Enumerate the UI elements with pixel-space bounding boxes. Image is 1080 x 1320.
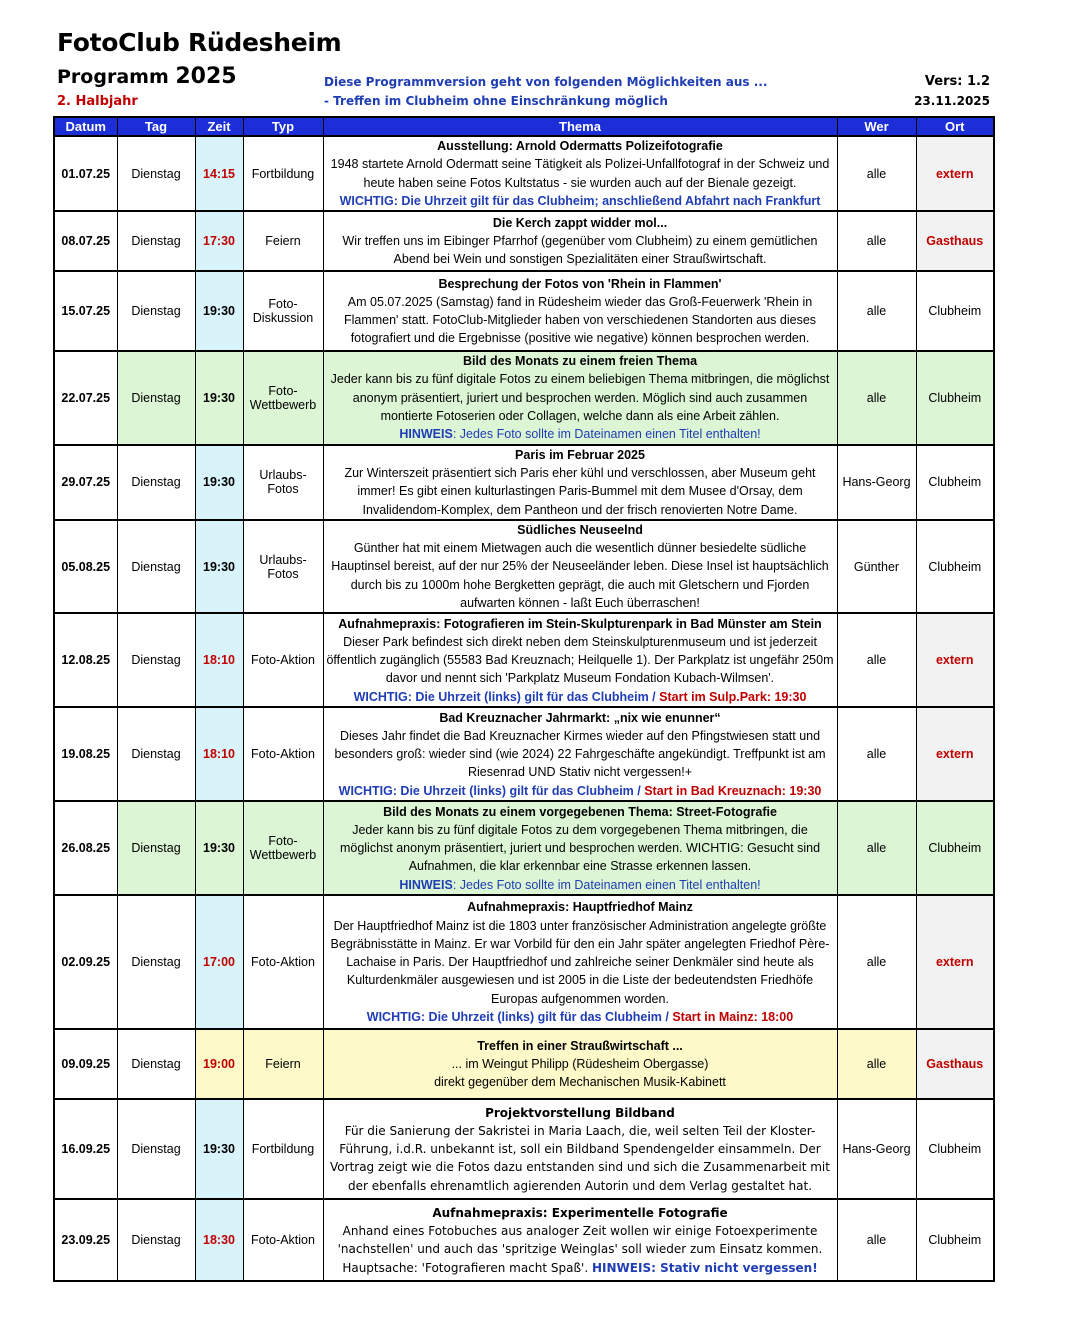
cell-ort: extern	[916, 136, 994, 211]
event-note	[326, 1008, 835, 1026]
cell-zeit: 19:00	[195, 1029, 243, 1099]
cell-datum: 19.08.25	[54, 707, 117, 801]
cell-typ: Feiern	[243, 211, 323, 271]
cell-tag: Dienstag	[117, 613, 195, 707]
cell-zeit: 18:30	[195, 1199, 243, 1281]
hinweis-label: HINWEIS	[399, 877, 453, 892]
col-zeit: Zeit	[195, 117, 243, 136]
event-title: Südliches Neuseelnd	[517, 522, 643, 537]
cell-wer: Hans-Georg	[837, 1099, 916, 1199]
col-tag: Tag	[117, 117, 195, 136]
cell-wer: alle	[837, 1199, 916, 1281]
note-start: Start in Bad Kreuznach: 19:30	[644, 783, 822, 798]
cell-datum: 05.08.25	[54, 520, 117, 613]
cell-datum: 01.07.25	[54, 136, 117, 211]
cell-zeit: 17:00	[195, 895, 243, 1029]
table-row	[54, 1199, 994, 1281]
event-note	[326, 688, 835, 706]
cell-zeit: 19:30	[195, 1099, 243, 1199]
event-title: Aufnahmepraxis: Fotografieren im Stein-Skulpturenpark in Bad Münster am Stein	[338, 616, 822, 631]
cell-ort: Gasthaus	[916, 1029, 994, 1099]
cell-typ: Urlaubs-Fotos	[243, 520, 323, 613]
cell-ort: Clubheim	[916, 520, 994, 613]
event-desc: Dieses Jahr findet die Bad Kreuznacher Kirmes wieder auf den Pfingstwiesen statt und besonders groß: wieder sind (wie 2024) 22 Fahrgeschäfte angekündigt. Treffpunkt ist am Riesenrad UND Stativ nicht vergessen!+	[334, 728, 826, 780]
cell-ort: Clubheim	[916, 351, 994, 444]
event-desc: Wir treffen uns im Eibinger Pfarrhof (gegenüber vom Clubheim) zu einem gemütlichen Abend bei Wein und sonstigen Spezialitäten einer Straußwirtschaft.	[342, 234, 818, 267]
cell-ort: Clubheim	[916, 1199, 994, 1281]
cell-thema	[323, 136, 837, 211]
event-desc: Jeder kann bis zu fünf digitale Fotos zu einem beliebigen Thema mitbringen, die möglichst anonym präsentiert, juriert und besprochen werden. Möglich sind auch zusammen montierte Fotoserien oder Collagen, welche dann als eine Arbeit zählen.	[330, 372, 830, 424]
cell-zeit: 19:30	[195, 271, 243, 351]
cell-thema	[323, 707, 837, 801]
cell-zeit: 18:10	[195, 707, 243, 801]
event-note: WICHTIG: Die Uhrzeit gilt für das Clubheim; anschließend Abfahrt nach Frankfurt	[339, 193, 821, 208]
cell-tag: Dienstag	[117, 271, 195, 351]
cell-wer: alle	[837, 271, 916, 351]
event-desc: Für die Sanierung der Sakristei in Maria Laach, die, weil selten Teil der Kloster-Führung, i.d.R. unbekannt ist, soll ein Bildband Spendengelder einsammeln. Der Vortrag zeigt wie die Fotos dazu entstanden sind und sich die Zusammenarbeit mit der ebenfalls ehrenamtlich agierenden Autorin und dem Verlag gestaltet hat.	[330, 1123, 830, 1193]
cell-ort: Gasthaus	[916, 211, 994, 271]
cell-wer: alle	[837, 707, 916, 801]
cell-tag: Dienstag	[117, 445, 195, 520]
cell-thema	[323, 1029, 837, 1099]
cell-typ: Urlaubs-Fotos	[243, 445, 323, 520]
cell-typ: Fortbildung	[243, 1099, 323, 1199]
cell-datum: 16.09.25	[54, 1099, 117, 1199]
col-ort: Ort	[916, 117, 994, 136]
cell-ort: extern	[916, 613, 994, 707]
hinweis-text: : Jedes Foto sollte im Dateinamen einen Titel enthalten!	[452, 877, 761, 892]
program-heading	[57, 64, 237, 89]
cell-tag: Dienstag	[117, 520, 195, 613]
cell-tag: Dienstag	[117, 1099, 195, 1199]
col-thema: Thema	[323, 117, 837, 136]
event-title: Projektvorstellung Bildband	[485, 1105, 675, 1120]
table-header-row	[54, 117, 994, 136]
cell-ort: Clubheim	[916, 801, 994, 895]
cell-zeit: 19:30	[195, 351, 243, 444]
half-year-label: 2. Halbjahr	[57, 94, 138, 109]
table-row	[54, 520, 994, 613]
cell-typ: Feiern	[243, 1029, 323, 1099]
cell-datum: 09.09.25	[54, 1029, 117, 1099]
table-row	[54, 707, 994, 801]
table-row	[54, 1029, 994, 1099]
event-desc: 1948 startete Arnold Odermatt seine Tätigkeit als Polizei-Unfallfotograf in der Schweiz und heute haben seine Fotos Kultstatus - sie wurden auch auf der Bienale gezeigt.	[330, 157, 830, 190]
cell-thema	[323, 271, 837, 351]
event-desc: Günther hat mit einem Mietwagen auch die wesentlich dünner besiedelte südliche Hauptinsel bereist, auf der nur 25% der Neuseeländer leben. Diese Insel ist hauptsächlich durch bis zu 1000m hohe Bergketten geprägt, die auch mit Gletschern und Fjorden aufwarten können - laßt Euch überraschen!	[331, 541, 829, 611]
event-title: Bad Kreuznacher Jahrmarkt: „nix wie enunner“	[439, 710, 721, 725]
version-note-line1: Diese Programmversion geht von folgenden Möglichkeiten aus ...	[324, 75, 768, 89]
cell-thema	[323, 211, 837, 271]
cell-typ	[243, 351, 323, 444]
cell-ort: Clubheim	[916, 271, 994, 351]
event-title: Treffen in einer Straußwirtschaft ...	[477, 1038, 683, 1053]
event-desc: Der Hauptfriedhof Mainz ist die 1803 unter französischer Administration angelegte größte Begräbnisstätte in Mainz. Er war Vorbild für den ein Jahr später angelegten Friedhof Père-Lachaise in Paris. Der Hauptfriedhof und zahlreiche seiner Denkmäler sind heute als Kulturdenkmäler ausgewiesen und ist 2005 in die Liste der bedeutendsten Friedhöfe Europas aufgenommen worden.	[330, 918, 830, 1006]
cell-wer: alle	[837, 801, 916, 895]
typ-line1: Foto-	[268, 297, 298, 312]
typ-line2: Wettbewerb	[249, 397, 317, 412]
event-title: Ausstellung: Arnold Odermatts Polizeifotografie	[437, 139, 723, 153]
cell-zeit: 18:10	[195, 613, 243, 707]
cell-thema	[323, 801, 837, 895]
cell-ort: Clubheim	[916, 1099, 994, 1199]
typ-line2: Diskussion	[252, 311, 314, 326]
version-date: 23.11.2025	[914, 94, 990, 108]
cell-datum: 22.07.25	[54, 351, 117, 444]
cell-typ: Foto-Aktion	[243, 895, 323, 1029]
table-row	[54, 445, 994, 520]
col-typ: Typ	[243, 117, 323, 136]
event-desc: Am 05.07.2025 (Samstag) fand in Rüdesheim wieder das Groß-Feuerwerk 'Rhein in Flammen' statt. FotoClub-Mitglieder haben von verschiedenen Standorten aus dieses fotografiert und die Ergebnisse (positive wie negative) können besprochen werden.	[343, 294, 817, 346]
cell-typ: Foto-Aktion	[243, 613, 323, 707]
cell-typ	[243, 271, 323, 351]
event-title: Aufnahmepraxis: Experimentelle Fotografie	[432, 1205, 728, 1220]
cell-thema	[323, 1199, 837, 1281]
program-label: Programm	[57, 66, 169, 88]
cell-wer: alle	[837, 1029, 916, 1099]
cell-wer: Hans-Georg	[837, 445, 916, 520]
table-row	[54, 1099, 994, 1199]
program-table	[53, 116, 995, 1282]
note-start: Start im Sulp.Park: 19:30	[659, 689, 807, 704]
cell-wer: Günther	[837, 520, 916, 613]
cell-typ: Fortbildung	[243, 136, 323, 211]
cell-typ: Foto-Aktion	[243, 1199, 323, 1281]
event-desc: Zur Winterszeit präsentiert sich Paris eher kühl und verschlossen, aber Museum geht immer! Es gibt einen kulturlastingen Paris-Bummel mit dem Musee d'Orsay, dem Invalidendom-Komplex, dem Pantheon und der frisch renovierten Notre Dame.	[344, 465, 816, 517]
cell-datum: 15.07.25	[54, 271, 117, 351]
cell-tag: Dienstag	[117, 707, 195, 801]
cell-tag: Dienstag	[117, 1199, 195, 1281]
cell-tag: Dienstag	[117, 211, 195, 271]
cell-tag: Dienstag	[117, 1029, 195, 1099]
cell-thema	[323, 445, 837, 520]
event-desc-line1: ... im Weingut Philipp (Rüdesheim Obergasse)	[451, 1057, 709, 1072]
cell-datum: 08.07.25	[54, 211, 117, 271]
col-datum: Datum	[54, 117, 117, 136]
note-start: Start in Mainz: 18:00	[672, 1010, 794, 1025]
club-title: FotoClub Rüdesheim	[57, 28, 342, 57]
table-row	[54, 351, 994, 444]
cell-zeit: 19:30	[195, 801, 243, 895]
table-row	[54, 271, 994, 351]
event-desc: Dieser Park befindest sich direkt neben dem Steinskulpturenmuseum und ist jederzeit öffentlich zugänglich (55583 Bad Kreuznach; Heilquelle 1). Der Parkplatz ist ungefähr 250m davor und nennt sich 'Parkplatz Museum Fondation Kubach-Wilmsen'.	[326, 634, 834, 686]
cell-wer: alle	[837, 136, 916, 211]
event-title: Bild des Monats zu einem vorgegebenen Thema: Street-Fotografie	[383, 804, 777, 819]
cell-wer: alle	[837, 351, 916, 444]
event-title: Aufnahmepraxis: Hauptfriedhof Mainz	[467, 900, 693, 915]
cell-thema	[323, 1099, 837, 1199]
cell-tag: Dienstag	[117, 351, 195, 444]
cell-tag: Dienstag	[117, 136, 195, 211]
cell-typ	[243, 801, 323, 895]
cell-wer: alle	[837, 613, 916, 707]
version-number: Vers: 1.2	[924, 74, 990, 89]
event-desc	[326, 1222, 835, 1277]
cell-wer: alle	[837, 895, 916, 1029]
cell-zeit: 19:30	[195, 520, 243, 613]
typ-line1: Foto-	[268, 834, 298, 849]
event-hinweis-inline: HINWEIS: Stativ nicht vergessen!	[592, 1260, 818, 1275]
cell-zeit: 14:15	[195, 136, 243, 211]
cell-tag: Dienstag	[117, 801, 195, 895]
note-text: WICHTIG: Die Uhrzeit (links) gilt für das Clubheim /	[366, 1010, 673, 1025]
typ-line2: Wettbewerb	[249, 848, 317, 863]
typ-line1: Foto-	[268, 383, 298, 398]
event-note	[326, 782, 835, 800]
table-row	[54, 136, 994, 211]
cell-tag: Dienstag	[117, 895, 195, 1029]
event-title: Paris im Februar 2025	[515, 447, 645, 462]
cell-thema	[323, 895, 837, 1029]
cell-zeit: 17:30	[195, 211, 243, 271]
cell-ort: extern	[916, 707, 994, 801]
cell-datum: 02.09.25	[54, 895, 117, 1029]
event-desc: Jeder kann bis zu fünf digitale Fotos zu dem vorgegebenen Thema mitbringen, die möglichst anonym präsentiert, juriert und besprochen werden. WICHTIG: Gesucht sind Aufnahmen, die klar erkennbar eine Strasse erkennen lassen.	[339, 822, 821, 874]
cell-ort: extern	[916, 895, 994, 1029]
table-row	[54, 211, 994, 271]
cell-thema	[323, 351, 837, 444]
cell-thema	[323, 613, 837, 707]
cell-wer: alle	[837, 211, 916, 271]
event-hinweis	[326, 876, 835, 894]
cell-ort: Clubheim	[916, 445, 994, 520]
hinweis-text: : Jedes Foto sollte im Dateinamen einen Titel enthalten!	[452, 427, 761, 442]
cell-datum: 23.09.25	[54, 1199, 117, 1281]
cell-datum: 29.07.25	[54, 445, 117, 520]
table-row	[54, 613, 994, 707]
event-desc-text: Anhand eines Fotobuches aus analoger Zeit wollen wir einige Fotoexperimente 'nachstellen' und auch das 'spritzige Weinglas' soll wieder zum Einsatz kommen. Hauptsache: 'Fotografieren macht Spaß'.	[337, 1224, 823, 1275]
program-year: 2025	[175, 64, 237, 89]
event-desc-line2: direkt gegenüber dem Mechanischen Musik-Kabinett	[434, 1075, 726, 1090]
event-hinweis	[326, 425, 835, 443]
event-title: Besprechung der Fotos von 'Rhein in Flammen'	[438, 276, 722, 291]
cell-datum: 12.08.25	[54, 613, 117, 707]
cell-zeit: 19:30	[195, 445, 243, 520]
note-text: WICHTIG: Die Uhrzeit (links) gilt für das Clubheim /	[338, 783, 645, 798]
cell-typ: Foto-Aktion	[243, 707, 323, 801]
col-wer: Wer	[837, 117, 916, 136]
cell-datum: 26.08.25	[54, 801, 117, 895]
cell-thema	[323, 520, 837, 613]
table-row	[54, 801, 994, 895]
table-row	[54, 895, 994, 1029]
note-text: WICHTIG: Die Uhrzeit (links) gilt für das Clubheim /	[353, 689, 660, 704]
event-title: Bild des Monats zu einem freien Thema	[462, 354, 698, 369]
version-note-line2: - Treffen im Clubheim ohne Einschränkung möglich	[324, 94, 668, 108]
event-title: Die Kerch zappt widder mol...	[492, 215, 668, 230]
hinweis-label: HINWEIS	[399, 427, 453, 442]
